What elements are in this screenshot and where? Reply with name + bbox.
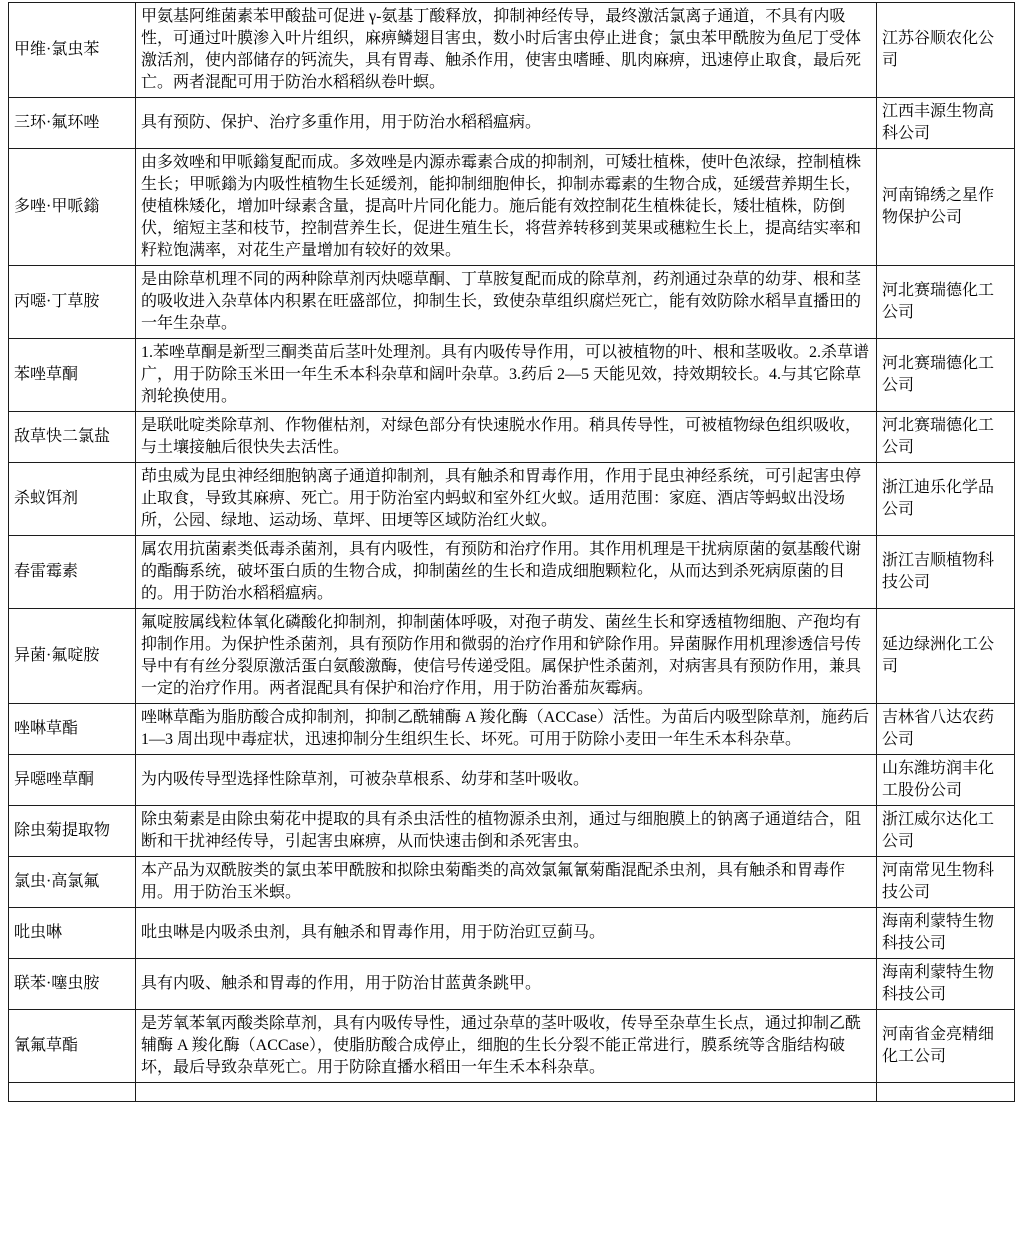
description-cell: 茚虫威为昆虫神经细胞钠离子通道抑制剂，具有触杀和胃毒作用，作用于昆虫神经系统，可引起害虫停止取食，导致其麻痹、死亡。用于防治室内蚂蚁和室外红火蚁。适用范围：家庭、酒店等蚂蚁出没场所，公园、绿地、运动场、草坪、田埂等区域防治红火蚁。 — [136, 463, 877, 536]
description-cell: 本产品为双酰胺类的氯虫苯甲酰胺和拟除虫菊酯类的高效氯氟氰菊酯混配杀虫剂，具有触杀和胃毒作用。用于防治玉米螟。 — [136, 857, 877, 908]
description-cell: 为内吸传导型选择性除草剂，可被杂草根系、幼芽和茎叶吸收。 — [136, 755, 877, 806]
table-row — [9, 266, 1015, 339]
product-name-cell — [9, 1083, 136, 1102]
product-name-cell: 敌草快二氯盐 — [9, 412, 136, 463]
description-cell: 氟啶胺属线粒体氧化磷酸化抑制剂，抑制菌体呼吸，对孢子萌发、菌丝生长和穿透植物细胞、产孢均有抑制作用。为保护性杀菌剂，具有预防作用和微弱的治疗作用和铲除作用。异菌脲作用机理渗透信号传导中有有丝分裂原激活蛋白氨酸激酶，使信号传递受阻。属保护性杀菌剂，对病害具有预防作用，兼具一定的治疗作用。两者混配具有保护和治疗作用，用于防治番茄灰霉病。 — [136, 609, 877, 704]
table-row — [9, 857, 1015, 908]
description-cell: 1.苯唑草酮是新型三酮类苗后茎叶处理剂。具有内吸传导作用，可以被植物的叶、根和茎吸收。2.杀草谱广，用于防除玉米田一年生禾本科杂草和阔叶杂草。3.药后 2—5 天能见效，持效期较长。4.与其它除草剂轮换使用。 — [136, 339, 877, 412]
description-cell — [136, 1083, 877, 1102]
pesticide-table — [8, 2, 1015, 1102]
product-name-cell: 三环·氟环唑 — [9, 98, 136, 149]
product-name-cell: 苯唑草酮 — [9, 339, 136, 412]
table-row — [9, 908, 1015, 959]
product-name-cell: 吡虫啉 — [9, 908, 136, 959]
description-cell: 具有内吸、触杀和胃毒的作用，用于防治甘蓝黄条跳甲。 — [136, 959, 877, 1010]
product-name-cell: 联苯·噻虫胺 — [9, 959, 136, 1010]
company-cell: 山东潍坊润丰化工股份公司 — [877, 755, 1015, 806]
description-cell: 具有预防、保护、治疗多重作用，用于防治水稻稻瘟病。 — [136, 98, 877, 149]
company-cell: 江苏谷顺农化公司 — [877, 3, 1015, 98]
company-cell: 延边绿洲化工公司 — [877, 609, 1015, 704]
table-row — [9, 609, 1015, 704]
product-name-cell: 异菌·氟啶胺 — [9, 609, 136, 704]
company-cell: 浙江吉顺植物科技公司 — [877, 536, 1015, 609]
company-cell — [877, 1083, 1015, 1102]
table-row-empty — [9, 1083, 1015, 1102]
table-row — [9, 704, 1015, 755]
description-cell: 由多效唑和甲哌鎓复配而成。多效唑是内源赤霉素合成的抑制剂，可矮壮植株，使叶色浓绿，控制植株生长；甲哌鎓为内吸性植物生长延缓剂，能抑制细胞伸长，抑制赤霉素的生物合成，延缓营养期生长，使植株矮化，增加叶绿素含量，提高叶片同化能力。施后能有效控制花生植株徒长，矮壮植株，防倒伏，缩短主茎和枝节，控制营养生长，促进生殖生长，将营养转移到荚果或穗粒生长上，提高结实率和籽粒饱满率，对花生产量增加有较好的效果。 — [136, 149, 877, 266]
table-row — [9, 463, 1015, 536]
product-name-cell: 氯虫·高氯氟 — [9, 857, 136, 908]
description-cell: 除虫菊素是由除虫菊花中提取的具有杀虫活性的植物源杀虫剂，通过与细胞膜上的钠离子通道结合，阻断和干扰神经传导，引起害虫麻痹，从而快速击倒和杀死害虫。 — [136, 806, 877, 857]
description-cell: 甲氨基阿维菌素苯甲酸盐可促进 γ-氨基丁酸释放，抑制神经传导，最终激活氯离子通道，不具有内吸性，可通过叶膜渗入叶片组织，麻痹鳞翅目害虫，数小时后害虫停止进食；氯虫苯甲酰胺为鱼尼丁受体激活剂，使内部储存的钙流失，具有胃毒、触杀作用，使害虫嗜睡、肌肉麻痹，迅速停止取食，最后死亡。两者混配可用于防治水稻稻纵卷叶螟。 — [136, 3, 877, 98]
table-row — [9, 1010, 1015, 1083]
company-cell: 海南利蒙特生物科技公司 — [877, 908, 1015, 959]
description-cell: 唑啉草酯为脂肪酸合成抑制剂，抑制乙酰辅酶 A 羧化酶（ACCase）活性。为苗后内吸型除草剂，施药后 1—3 周出现中毒症状，迅速抑制分生组织生长、坏死。可用于防除小麦田一年生禾本科杂草。 — [136, 704, 877, 755]
description-cell: 属农用抗菌素类低毒杀菌剂，具有内吸性，有预防和治疗作用。其作用机理是干扰病原菌的氨基酸代谢的酯酶系统，破坏蛋白质的生物合成，抑制菌丝的生长和造成细胞颗粒化，从而达到杀死病原菌的目的。用于防治水稻稻瘟病。 — [136, 536, 877, 609]
table-row — [9, 755, 1015, 806]
product-name-cell: 丙噁·丁草胺 — [9, 266, 136, 339]
product-name-cell: 杀蚁饵剂 — [9, 463, 136, 536]
description-cell: 是联吡啶类除草剂、作物催枯剂，对绿色部分有快速脱水作用。稍具传导性，可被植物绿色组织吸收，与土壤接触后很快失去活性。 — [136, 412, 877, 463]
product-name-cell: 多唑·甲哌鎓 — [9, 149, 136, 266]
company-cell: 河南省金亮精细化工公司 — [877, 1010, 1015, 1083]
table-row — [9, 3, 1015, 98]
table-row — [9, 412, 1015, 463]
product-name-cell: 春雷霉素 — [9, 536, 136, 609]
description-cell: 是芳氧苯氧丙酸类除草剂，具有内吸传导性，通过杂草的茎叶吸收，传导至杂草生长点，通过抑制乙酰辅酶 A 羧化酶（ACCase），使脂肪酸合成停止，细胞的生长分裂不能正常进行，膜系统等含脂结构破坏，最后导致杂草死亡。用于防除直播水稻田一年生禾本科杂草。 — [136, 1010, 877, 1083]
table-row — [9, 806, 1015, 857]
product-name-cell: 氰氟草酯 — [9, 1010, 136, 1083]
product-name-cell: 异噁唑草酮 — [9, 755, 136, 806]
company-cell: 江西丰源生物高科公司 — [877, 98, 1015, 149]
table-row — [9, 98, 1015, 149]
company-cell: 吉林省八达农药公司 — [877, 704, 1015, 755]
company-cell: 浙江迪乐化学品公司 — [877, 463, 1015, 536]
table-row — [9, 149, 1015, 266]
table-row — [9, 536, 1015, 609]
table-row — [9, 339, 1015, 412]
company-cell: 河北赛瑞德化工公司 — [877, 339, 1015, 412]
product-name-cell: 唑啉草酯 — [9, 704, 136, 755]
description-cell: 是由除草机理不同的两种除草剂丙炔噁草酮、丁草胺复配而成的除草剂，药剂通过杂草的幼芽、根和茎的吸收进入杂草体内积累在旺盛部位，抑制生长，致使杂草组织腐烂死亡，能有效防除水稻旱直播田的一年生杂草。 — [136, 266, 877, 339]
description-cell: 吡虫啉是内吸杀虫剂，具有触杀和胃毒作用，用于防治豇豆蓟马。 — [136, 908, 877, 959]
company-cell: 河北赛瑞德化工公司 — [877, 266, 1015, 339]
company-cell: 海南利蒙特生物科技公司 — [877, 959, 1015, 1010]
company-cell: 浙江威尔达化工公司 — [877, 806, 1015, 857]
product-name-cell: 除虫菊提取物 — [9, 806, 136, 857]
company-cell: 河南常见生物科技公司 — [877, 857, 1015, 908]
company-cell: 河南锦绣之星作物保护公司 — [877, 149, 1015, 266]
product-name-cell: 甲维·氯虫苯 — [9, 3, 136, 98]
company-cell: 河北赛瑞德化工公司 — [877, 412, 1015, 463]
table-row — [9, 959, 1015, 1010]
